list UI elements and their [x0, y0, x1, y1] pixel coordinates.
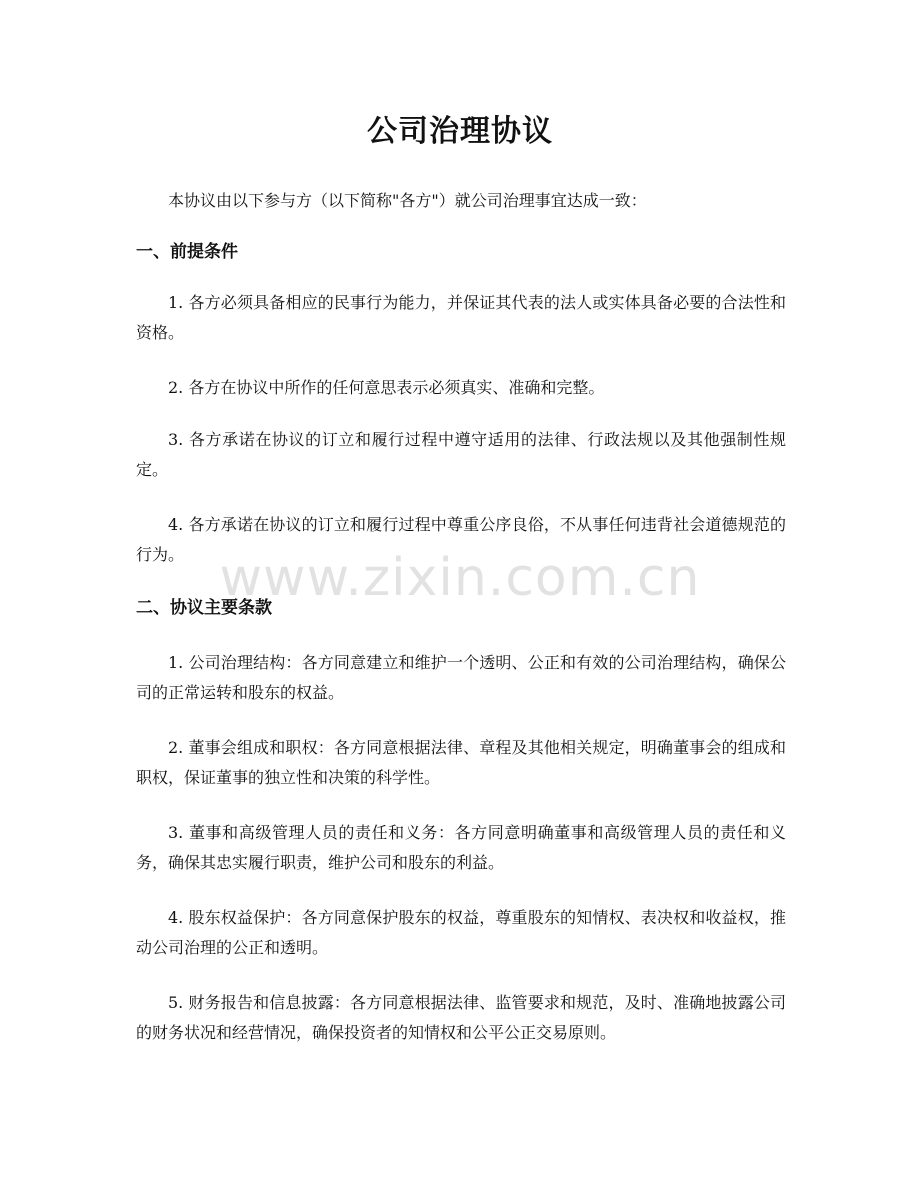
clause-paragraph: 3. 董事和高级管理人员的责任和义务：各方同意明确董事和高级管理人员的责任和义务，确保其忠实履行职责，维护公司和股东的利益。	[136, 823, 786, 872]
clause-paragraph: 1. 各方必须具备相应的民事行为能力，并保证其代表的法人或实体具备必要的合法性和资格。	[136, 293, 786, 342]
section-heading-main-terms: 二、协议主要条款	[136, 598, 272, 618]
clause-paragraph: 2. 各方在协议中所作的任何意思表示必须真实、准确和完整。	[168, 378, 605, 397]
document-title: 公司治理协议	[367, 114, 553, 149]
section-heading-preconditions: 一、前提条件	[136, 242, 238, 262]
clause-paragraph: 1. 公司治理结构：各方同意建立和维护一个透明、公正和有效的公司治理结构，确保公司的正常运转和股东的权益。	[136, 653, 786, 702]
clause-paragraph: 3. 各方承诺在协议的订立和履行过程中遵守适用的法律、行政法规以及其他强制性规定。	[136, 430, 786, 479]
clause-paragraph: 5. 财务报告和信息披露：各方同意根据法律、监管要求和规范，及时、准确地披露公司的财务状况和经营情况，确保投资者的知情权和公平公正交易原则。	[136, 993, 786, 1042]
clause-paragraph: 4. 各方承诺在协议的订立和履行过程中尊重公序良俗，不从事任何违背社会道德规范的行为。	[136, 515, 786, 564]
clause-paragraph: 4. 股东权益保护：各方同意保护股东的权益，尊重股东的知情权、表决权和收益权，推动公司治理的公正和透明。	[136, 908, 786, 957]
clause-paragraph: 2. 董事会组成和职权：各方同意根据法律、章程及其他相关规定，明确董事会的组成和职权，保证董事的独立性和决策的科学性。	[136, 738, 786, 787]
watermark-text: www.zixin.com.cn	[219, 548, 701, 608]
intro-paragraph: 本协议由以下参与方（以下简称"各方"）就公司治理事宜达成一致：	[168, 191, 647, 210]
